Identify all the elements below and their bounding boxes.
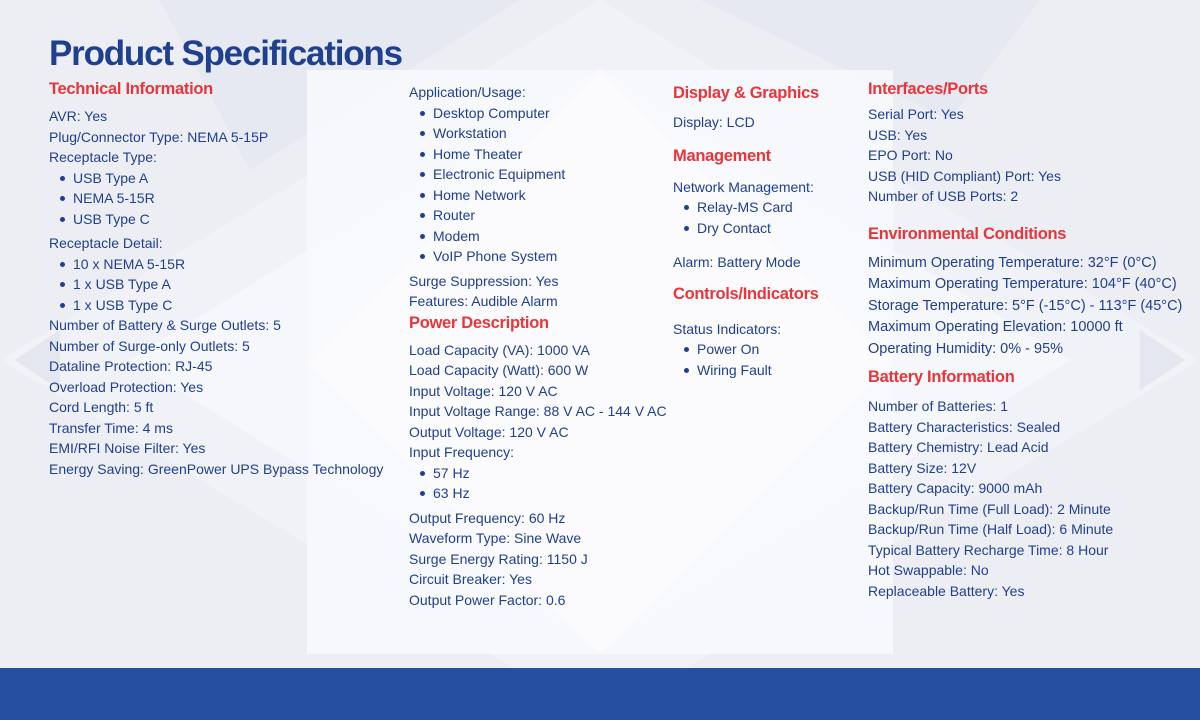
spec-line: Cord Length: 5 ft	[49, 399, 154, 415]
spec-line: Number of Battery & Surge Outlets: 5	[49, 317, 281, 333]
page-title: Product Specifications	[49, 34, 402, 73]
spec-line: Minimum Operating Temperature: 32°F (0°C)	[868, 254, 1157, 271]
status-list	[673, 339, 819, 380]
spec-line: Dataline Protection: RJ-45	[49, 358, 213, 374]
list-item: Relay-MS Card	[697, 197, 819, 218]
column-application-power	[409, 82, 667, 610]
spec-line: EPO Port: No	[868, 147, 953, 163]
spec-line: Load Capacity (VA): 1000 VA	[409, 341, 590, 358]
application-label: Application/Usage:	[409, 84, 526, 100]
spec-alarm: Alarm: Battery Mode	[673, 254, 801, 270]
management-title: Management	[673, 146, 771, 165]
spec-line: Input Voltage Range: 88 V AC - 144 V AC	[409, 403, 667, 419]
spec-line: Maximum Operating Elevation: 10000 ft	[868, 319, 1123, 335]
spec-line: Number of Batteries: 1	[868, 398, 1009, 414]
spec-line: Typical Battery Recharge Time: 8 Hour	[868, 541, 1109, 558]
spec-display: Display: LCD	[673, 114, 755, 130]
list-item: Electronic Equipment	[433, 164, 667, 185]
list-item: Wiring Fault	[697, 360, 819, 381]
status-label: Status Indicators:	[673, 320, 782, 337]
list-item: Power On	[697, 339, 819, 360]
list-item: Modem	[433, 226, 667, 247]
spec-line: Backup/Run Time (Full Load): 2 Minute	[868, 500, 1111, 517]
frequency-list	[409, 463, 667, 504]
list-item: Home Theater	[433, 144, 667, 165]
spec-line: Battery Characteristics: Sealed	[868, 418, 1061, 435]
list-item: Dry Contact	[697, 218, 819, 239]
frequency-label: Input Frequency:	[409, 444, 515, 460]
spec-line: Waveform Type: Sine Wave	[409, 530, 582, 546]
list-item: 57 Hz	[433, 463, 667, 484]
receptacle-detail-label: Receptacle Detail:	[49, 235, 163, 251]
application-list	[409, 103, 667, 267]
spec-line: Energy Saving: GreenPower UPS Bypass Technology	[49, 460, 384, 477]
power-title: Power Description	[409, 313, 549, 332]
spec-line: Number of Surge-only Outlets: 5	[49, 337, 250, 354]
spec-line: Circuit Breaker: Yes	[409, 571, 532, 587]
spec-line: Maximum Operating Temperature: 104°F (40°C)	[868, 276, 1177, 292]
list-item: Home Network	[433, 185, 667, 206]
spec-line: Overload Protection: Yes	[49, 378, 204, 395]
spec-line: Backup/Run Time (Half Load): 6 Minute	[868, 521, 1114, 537]
list-item: 63 Hz	[433, 483, 667, 504]
spec-line: USB (HID Compliant) Port: Yes	[868, 167, 1061, 184]
footer-bar	[0, 668, 1200, 720]
spec-plug: Plug/Connector Type: NEMA 5-15P	[49, 128, 269, 145]
environment-title: Environmental Conditions	[868, 224, 1067, 243]
spec-line: Battery Size: 12V	[868, 459, 977, 476]
spec-line: USB: Yes	[868, 126, 928, 143]
technical-title: Technical Information	[49, 80, 213, 98]
receptacle-type-list	[49, 168, 383, 230]
spec-line: Storage Temperature: 5°F (-15°C) - 113°F (45°C)	[868, 297, 1183, 314]
spec-line: Number of USB Ports: 2	[868, 188, 1019, 204]
spec-line: Output Frequency: 60 Hz	[409, 509, 566, 526]
spec-line: Serial Port: Yes	[868, 106, 964, 122]
list-item: USB Type C	[73, 209, 383, 230]
list-item: 1 x USB Type A	[73, 274, 383, 295]
spec-line: Surge Energy Rating: 1150 J	[409, 550, 588, 567]
receptacle-type-label: Receptacle Type:	[49, 149, 157, 165]
spec-line: Battery Capacity: 9000 mAh	[868, 480, 1043, 496]
network-label: Network Management:	[673, 178, 814, 195]
spec-features: Features: Audible Alarm	[409, 293, 558, 309]
list-item: Router	[433, 205, 667, 226]
receptacle-detail-list	[49, 254, 383, 316]
spec-line: EMI/RFI Noise Filter: Yes	[49, 440, 206, 456]
spec-avr: AVR: Yes	[49, 108, 108, 124]
spec-line: Input Voltage: 120 V AC	[409, 382, 558, 399]
list-item: Workstation	[433, 123, 667, 144]
spec-line: Hot Swappable: No	[868, 562, 989, 578]
column-technical	[49, 78, 383, 479]
list-item: NEMA 5-15R	[73, 188, 383, 209]
spec-line: Load Capacity (Watt): 600 W	[409, 362, 589, 378]
spec-line: Operating Humidity: 0% - 95%	[868, 340, 1064, 357]
battery-title: Battery Information	[868, 368, 1015, 386]
list-item: 10 x NEMA 5-15R	[73, 254, 383, 275]
list-item: Desktop Computer	[433, 103, 667, 124]
spec-surge: Surge Suppression: Yes	[409, 272, 559, 289]
spec-line: Transfer Time: 4 ms	[49, 419, 173, 436]
list-item: VoIP Phone System	[433, 246, 667, 267]
controls-title: Controls/Indicators	[673, 284, 819, 303]
network-list	[673, 197, 819, 238]
spec-line: Output Voltage: 120 V AC	[409, 423, 569, 440]
column-display-management	[673, 82, 819, 380]
list-item: USB Type A	[73, 168, 383, 189]
interfaces-title: Interfaces/Ports	[868, 80, 988, 98]
spec-line: Replaceable Battery: Yes	[868, 582, 1025, 599]
display-title: Display & Graphics	[673, 84, 819, 102]
column-interfaces-battery	[868, 78, 1182, 601]
spec-line: Output Power Factor: 0.6	[409, 591, 566, 608]
list-item: 1 x USB Type C	[73, 295, 383, 316]
spec-line: Battery Chemistry: Lead Acid	[868, 439, 1049, 455]
